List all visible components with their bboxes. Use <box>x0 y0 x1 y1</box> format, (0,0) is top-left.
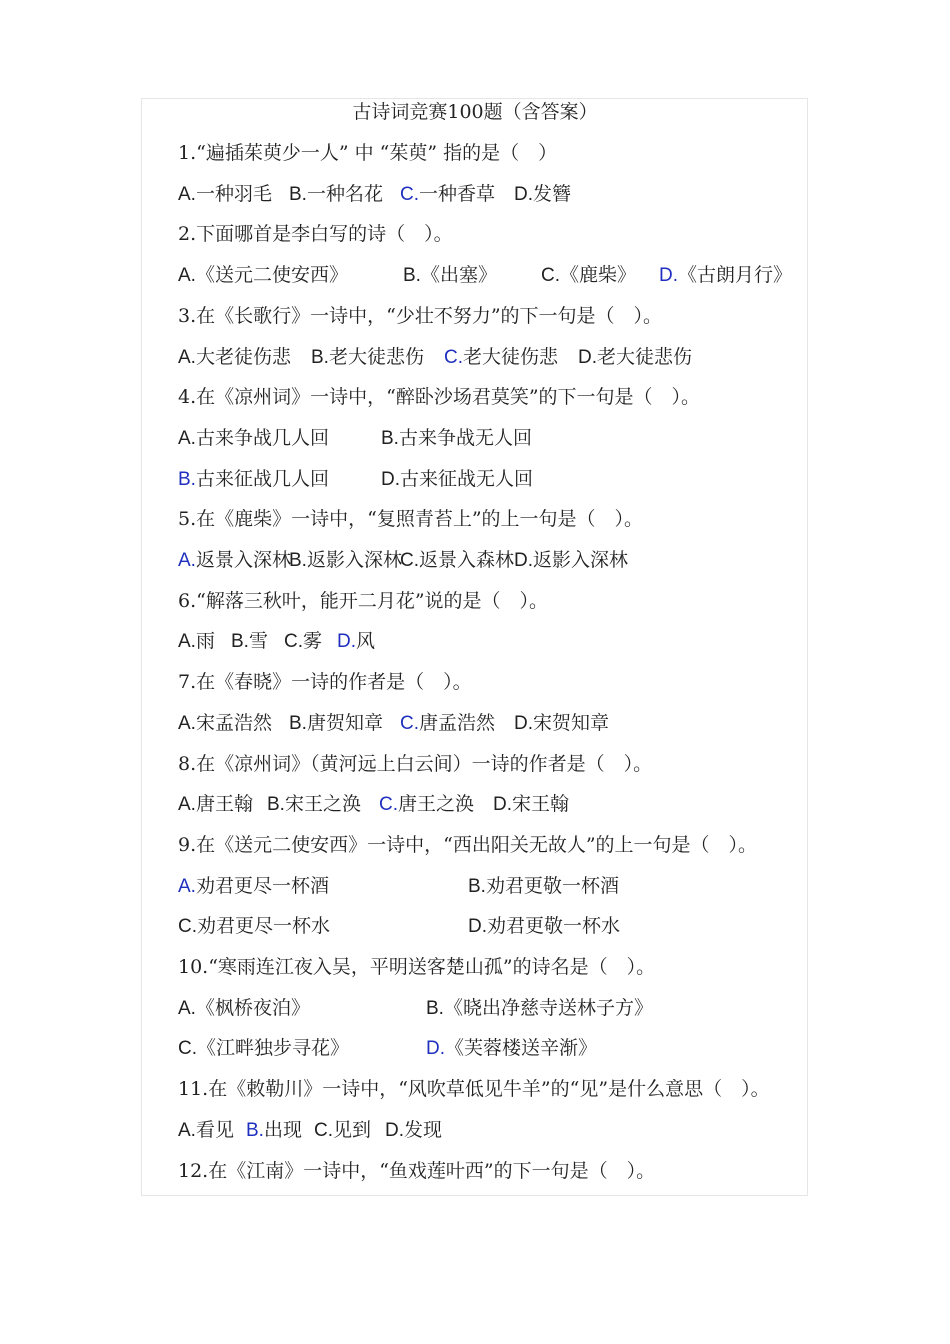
answer-letter: A. <box>178 1119 196 1141</box>
answer-text: 见到 <box>333 1118 372 1141</box>
answer-letter: D. <box>381 468 400 490</box>
answer-letter-correct: C. <box>400 712 419 734</box>
answer-letter: C. <box>400 550 419 571</box>
answer-options-row <box>178 342 798 372</box>
answer-text: 古来征战几人回 <box>195 467 329 490</box>
answer-letter: B. <box>289 712 307 734</box>
question-text: 4.在《凉州词》一诗中，“醉卧沙场君莫笑”的下一句是（ ）。 <box>178 386 701 409</box>
answer-text: 《古朗月行》 <box>678 264 793 287</box>
answer-option <box>178 179 272 210</box>
answer-letter-correct: C. <box>400 183 419 205</box>
answer-option <box>284 626 322 657</box>
answer-text: 老大徒悲伤 <box>328 345 424 368</box>
answer-letter-correct: B. <box>246 1119 264 1141</box>
answer-letter: C. <box>314 1119 333 1141</box>
answer-text: 劝君更尽一杯水 <box>197 915 331 938</box>
answer-letter: C. <box>284 631 303 653</box>
answer-text: 返景入森林 <box>419 549 515 571</box>
answer-letter-correct: A. <box>178 550 196 571</box>
question-text: 6.“解落三秋叶，能开二月花”说的是（ ）。 <box>178 589 549 612</box>
answer-text: 《晓出净慈寺送林子方》 <box>443 996 653 1019</box>
answer-option <box>289 545 402 576</box>
question-text: 11.在《敕勒川》一诗中，“风吹草低见牛羊”的“见”是什么意思（ ）。 <box>178 1078 770 1101</box>
answer-option <box>311 342 424 373</box>
answer-text: 劝君更尽一杯酒 <box>195 874 329 897</box>
answer-letter: D. <box>578 346 597 368</box>
answer-text: 一种羽毛 <box>195 182 272 205</box>
answer-option <box>178 708 272 739</box>
answer-option <box>178 423 329 454</box>
answer-letter: C. <box>178 916 197 938</box>
answer-option <box>246 1115 302 1146</box>
answer-letter: D. <box>514 712 533 734</box>
answer-options-row <box>178 871 798 901</box>
answer-text: 《枫桥夜泊》 <box>195 996 310 1019</box>
answer-option <box>578 342 692 373</box>
answer-option <box>400 179 495 210</box>
answer-text: 古来征战无人回 <box>400 467 534 490</box>
answer-letter: A. <box>178 346 196 368</box>
answer-letter: C. <box>541 265 560 287</box>
answer-option <box>178 1115 234 1146</box>
answer-option <box>178 789 253 820</box>
answer-text: 发现 <box>404 1118 443 1141</box>
question-text: 12.在《江南》一诗中，“鱼戏莲叶西”的下一句是（ ）。 <box>178 1159 656 1182</box>
answer-text: 唐王翰 <box>195 793 253 816</box>
answer-text: 《送元二使安西》 <box>195 264 348 287</box>
answer-text: 宋贺知章 <box>533 711 610 734</box>
question-text: 10.“寒雨连江夜入吴，平明送客楚山孤”的诗名是（ ）。 <box>178 956 656 978</box>
answer-text: 老大徒悲伤 <box>597 345 693 368</box>
answer-letter: C. <box>178 1038 197 1060</box>
answer-options-row <box>178 464 798 494</box>
answer-text: 返影入深林 <box>533 549 629 571</box>
answer-text: 大老徒伤悲 <box>195 345 291 368</box>
answer-text: 发簪 <box>533 182 572 205</box>
answer-letter: B. <box>289 550 307 571</box>
answer-letter: A. <box>178 631 196 653</box>
answer-options-row <box>178 993 798 1023</box>
answer-option <box>493 789 569 820</box>
question-text: 7.在《春晓》一诗的作者是（ ）。 <box>178 671 472 694</box>
answer-text: 返景入深林 <box>195 549 291 571</box>
answer-options-row <box>178 423 798 453</box>
answer-text: 雾 <box>303 630 323 653</box>
answer-text: 唐孟浩然 <box>419 711 496 734</box>
answer-text: 劝君更敬一杯水 <box>487 915 621 938</box>
answer-text: 古来争战几人回 <box>195 426 329 449</box>
answer-text: 《出塞》 <box>420 264 497 287</box>
answer-options-row <box>178 1115 798 1145</box>
answer-letter-correct: D. <box>426 1038 445 1060</box>
document-title: 古诗词竞赛100题（含答案） <box>352 101 598 123</box>
answer-option <box>379 789 474 820</box>
answer-option <box>314 1115 371 1146</box>
answer-letter: A. <box>178 427 196 449</box>
answer-letter: D. <box>514 550 533 571</box>
answer-option <box>289 708 383 739</box>
answer-text: 一种香草 <box>419 182 496 205</box>
answer-text: 雪 <box>248 630 268 653</box>
answer-text: 《芙蓉楼送辛渐》 <box>445 1037 598 1060</box>
answer-text: 唐贺知章 <box>306 711 383 734</box>
answer-letter: A. <box>178 183 196 205</box>
answer-option <box>178 1033 349 1064</box>
answer-letter: B. <box>267 794 285 816</box>
answer-text: 一种名花 <box>306 182 383 205</box>
answer-letter-correct: D. <box>337 631 356 653</box>
answer-letter: B. <box>231 631 249 653</box>
answer-letter: D. <box>514 183 533 205</box>
answer-option <box>178 626 215 657</box>
answer-options-row <box>178 626 798 656</box>
question-text: 1.“遍插茱萸少一人” 中 “茱萸” 指的是（ ） <box>178 142 558 164</box>
answer-option <box>178 993 310 1024</box>
answer-letter-correct: C. <box>444 346 463 368</box>
answer-text: 看见 <box>195 1118 234 1141</box>
answer-option <box>178 911 330 942</box>
answer-option <box>178 545 291 576</box>
answer-option <box>381 423 532 454</box>
answer-option <box>426 993 653 1024</box>
answer-letter-correct: B. <box>178 468 196 490</box>
answer-option <box>400 708 495 739</box>
answer-letter: B. <box>289 183 307 205</box>
answer-option <box>385 1115 442 1146</box>
answer-option <box>468 871 619 902</box>
answer-letter: D. <box>468 916 487 938</box>
answer-letter-correct: A. <box>178 875 196 897</box>
answer-option <box>178 342 291 373</box>
answer-text: 宋王翰 <box>512 793 570 816</box>
answer-text: 返影入深林 <box>306 549 402 571</box>
answer-options-row <box>178 179 798 209</box>
answer-text: 宋王之涣 <box>284 793 361 816</box>
answer-text: 出现 <box>263 1118 302 1141</box>
answer-text: 古来争战无人回 <box>398 426 532 449</box>
answer-option <box>514 708 609 739</box>
answer-text: 《鹿柴》 <box>560 264 637 287</box>
answer-text: 宋孟浩然 <box>195 711 272 734</box>
answer-letter: A. <box>178 265 196 287</box>
answer-option <box>267 789 361 820</box>
answer-letter: B. <box>403 265 421 287</box>
answer-options-row <box>178 789 798 819</box>
answer-options-row <box>178 545 798 575</box>
answer-letter: D. <box>493 794 512 816</box>
answer-option <box>541 260 636 291</box>
answer-option <box>403 260 497 291</box>
answer-option <box>289 179 383 210</box>
answer-text: 唐王之涣 <box>398 793 475 816</box>
answer-option <box>659 260 792 291</box>
answer-option <box>231 626 268 657</box>
answer-text: 风 <box>356 630 376 653</box>
question-text: 5.在《鹿柴》一诗中，“复照青苔上”的上一句是（ ）。 <box>178 508 644 531</box>
answer-letter: A. <box>178 997 196 1019</box>
answer-option <box>337 626 375 657</box>
answer-option <box>444 342 558 373</box>
answer-option <box>178 260 348 291</box>
answer-options-row <box>178 911 798 941</box>
answer-letter: B. <box>426 997 444 1019</box>
answer-letter-correct: D. <box>659 265 678 287</box>
answer-letter: B. <box>311 346 329 368</box>
question-text: 2.下面哪首是李白写的诗（ ）。 <box>178 223 453 246</box>
question-text: 3.在《长歌行》一诗中，“少壮不努力”的下一句是（ ）。 <box>178 304 663 327</box>
answer-option <box>514 545 628 576</box>
answer-letter: B. <box>381 427 399 449</box>
answer-option <box>400 545 514 576</box>
answer-letter: A. <box>178 794 196 816</box>
answer-option <box>381 464 533 495</box>
answer-text: 雨 <box>195 630 215 653</box>
question-text: 9.在《送元二使安西》一诗中，“西出阳关无故人”的上一句是（ ）。 <box>178 833 758 856</box>
answer-text: 老大徒伤悲 <box>463 345 559 368</box>
question-text: 8.在《凉州词》（黄河远上白云间）一诗的作者是（ ）。 <box>178 752 653 775</box>
answer-option <box>178 464 329 495</box>
answer-options-row <box>178 1033 798 1063</box>
answer-options-row <box>178 260 798 290</box>
answer-option <box>468 911 620 942</box>
answer-letter: A. <box>178 712 196 734</box>
answer-option <box>178 871 329 902</box>
answer-letter: B. <box>468 875 486 897</box>
answer-text: 《江畔独步寻花》 <box>197 1037 350 1060</box>
answer-option <box>514 179 571 210</box>
answer-letter-correct: C. <box>379 794 398 816</box>
answer-option <box>426 1033 597 1064</box>
answer-letter: D. <box>385 1119 404 1141</box>
answer-options-row <box>178 708 798 738</box>
answer-text: 劝君更敬一杯酒 <box>485 874 619 897</box>
